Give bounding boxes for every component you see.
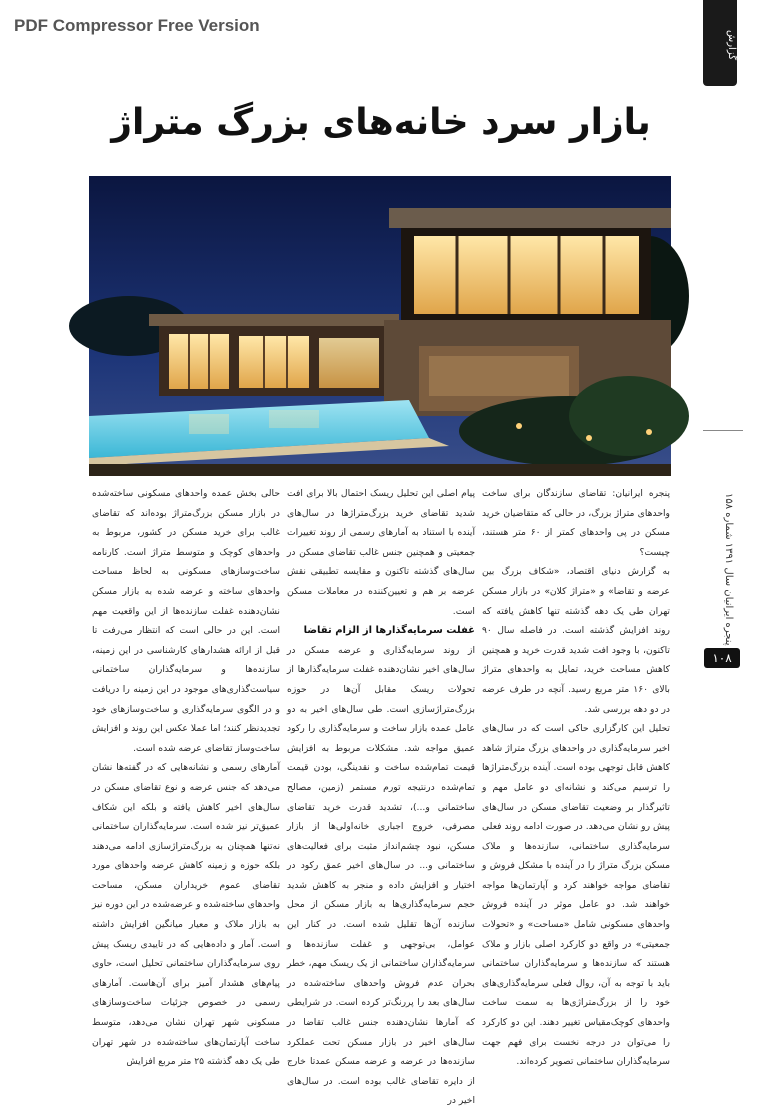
- section-heading: غفلت سرمایه‌گذارها از الزام تقاضا: [303, 625, 475, 637]
- section-tab-label: گزارش: [726, 29, 737, 61]
- side-divider: [703, 430, 743, 431]
- section-tab: [703, 0, 737, 86]
- article-photo: [89, 176, 671, 476]
- page-number: ۱۰۸: [704, 648, 740, 668]
- article-column-right: [482, 484, 671, 1068]
- paragraph: پیام اصلی این تحلیل ریسک احتمال بالا برای افت شدید تقاضای خرید بزرگ‌متراژها در سال‌های آینده با استناد به آمارهای رسمی از روند تغییرات جمعیتی و همچنین جنس غالب تقاضای مسکن در سال‌های گذشته تاکنون و مقایسه تطبیقی نقش عرضه بر هم و تعیین‌کننده در معاملات مسکن است.: [287, 488, 475, 617]
- house-night-photo: [89, 176, 671, 476]
- paragraph: پنجره ایرانیان: تقاضای سازندگان برای ساخت واحدهای متراژ بزرگ، در حالی که متقاضیان خرید مسکن در پی واحدهای کمتر از ۶۰ متر هستند، چیست؟: [482, 488, 671, 558]
- page-title: بازار سرد خانه‌های بزرگ متراژ: [111, 102, 651, 143]
- paragraph: حالی بخش عمده واحدهای مسکونی ساخته‌شده در بازار مسکن بزرگ‌متراژ بوده‌اند که تقاضای غالب برای خرید مسکن در کشور، مربوط به واحدهای کوچک و متوسط متراژ است. کارنامه ساخت‌وسازهای مسکونی به لحاظ مساحت واحدهای ساخته و عرضه شده به بازار مسکن نشان‌دهنده غفلت سازنده‌ها از این واقعیت مهم است. این در حالی است که انتظار می‌رفت تا قبل از ارائه هشدارهای کارشناسی در این زمینه، سازنده‌ها و سرمایه‌گذاران ساختمانی سیاست‌گذاری‌های موجود در این زمینه را دریافت و در الگوی سرمایه‌گذاری و ساخت‌وسازهای خود تجدیدنظر کنند؛ اما عملا عکس این روند و افزایش ساخت‌وساز تقاضای عرضه شده است.: [92, 488, 280, 754]
- paragraph: آمارهای رسمی و نشانه‌هایی که در گفته‌ها نشان می‌دهد که جنس عرضه و نوع تقاضای مسکن در سال‌های اخیر کاهش یافته و بلکه این شکاف عمیق‌تر نیز شده است. سرمایه‌گذاران ساختمانی نه‌تنها همچنان به بزرگ‌متراژسازی ادامه می‌دهند بلکه حوزه و زمینه کاهش عرضه واحدهای مورد تقاضای عموم خریداران مسکن، مساحت واحدهای ساخته‌شده و عرضه‌شده در این دوره نیز به بازار ملاک و معیار میانگین افزایش داشته است. آمار و داده‌هایی که در تاییدی ریسک پیش روی سرمایه‌گذاران ساختمانی تحلیل است، حاوی پیام‌های هشدار آمیز برای آن‌هاست. آمارهای رسمی در خصوص جزئیات ساخت‌وسازهای مسکونی شهر تهران نشان می‌دهد، متوسط ساخت آپارتمان‌های ساخته‌شده در شهر تهران طی یک دهه گذشته ۲۵ متر مربع افزایش: [92, 762, 280, 1068]
- paragraph: تحلیل این کارگزاری حاکی است که در سال‌های اخیر سرمایه‌گذاری در واحدهای بزرگ متراژ شاهد کاهش قابل توجهی بوده است. آینده بزرگ‌متراژها را ترسیم می‌کند و نشانه‌ای دو عامل مهم و تاثیرگذار بر وضعیت تقاضای مسکن در سال‌های پیش رو نشان می‌دهد. در صورت ادامه روند فعلی سرمایه‌گذاری ساختمانی، سازنده‌ها و ملاک مسکن بزرگ متراژ را در آینده با مشکل فروش و تقاضای مواجه خواهند کرد و آپارتمان‌ها مواجه خواهند شد. دو عامل موثر در آینده فروش واحدهای مسکونی شامل «مساحت» و «تحولات جمعیتی» در واقع دو کارکرد اصلی بازار و ملاک هستند که سازنده‌ها و سرمایه‌گذاران ساختمانی باید با توجه به آن، روال فعلی سرمایه‌گذاری‌های خود را از بزرگ‌متراژی‌ها به سمت ساخت واحدهای کوچک‌مقیاس تغییر دهند. این دو کارکرد را می‌توان در درجه نخست برای فهم جهت سرمایه‌گذاران ساختمانی تصویر کرده‌اند.: [482, 723, 670, 1068]
- magazine-side-label: پنجره ایرانیان سال ۱۳۹۱ شماره ۱۵۸: [723, 493, 734, 646]
- paragraph: به گزارش دنیای اقتصاد، «شکاف بزرگ بین عرضه و تقاضا» و «متراژ کلان» در بازار مسکن تهران طی یک دهه گذشته تنها کاهش یافته که روند افزایش گذشته است. در فاصله سال ۹۰ تاکنون، با وجود افت شدید قدرت خرید و همچنین کاهش مساحت خرید، تمایل به واحدهای متراژ بالای ۱۶۰ متر مربع رسید. آنچه در طرف عرضه در دو دهه بررسی شد.: [482, 566, 670, 715]
- article-column-left: [92, 484, 280, 1068]
- article-column-middle: [287, 484, 475, 1107]
- paragraph: از روند سرمایه‌گذاری و عرضه مسکن در سال‌های اخیر نشان‌دهنده غفلت سرمایه‌گذارها از تحولات ریسک مقابل آن‌ها در حوزه بزرگ‌متراژسازی است. طی سال‌های اخیر به دو عامل عمده بازار ساخت و سرمایه‌گذاری را رکود عمیق مواجه شد. مشکلات مربوط به افزایش قیمت تمام‌شده ساخت و نقدینگی، بودن قیمت تمام‌شده درنتیجه تورم مستمر (زمین، مصالح ساختمانی و...)، تشدید قدرت خرید تقاضای مصرفی، خروج اجباری خانه‌اولی‌ها از بازار مسکن، نبود چشم‌انداز مثبت برای فعالیت‌های ساختمانی و... در سال‌های اخیر عمق رکود در اختیار و افزایش داده و منجر به کاهش شدید حجم سرمایه‌گذاری‌ها به بازار مسکن از محل سازنده آن‌ها تقلیل شده است. در کنار این عوامل، بی‌توجهی و غفلت سازنده‌ها و سرمایه‌گذاران ساختمانی از یک ریسک مهم، خطر بحران عدم فروش واحدهای ساخته‌شده در سال‌های بعد را پررنگ‌تر کرده است. در شرایطی که آمارها نشان‌دهنده جنس غالب تقاضا در سال‌های اخیر در بازار مسکن تحت عملکرد سازنده‌ها در عرضه و عرضه مسکن عمدتا خارج از دایره تقاضای غالب بوده است. در سال‌های اخیر در: [287, 644, 475, 1107]
- watermark: PDF Compressor Free Version: [14, 16, 260, 35]
